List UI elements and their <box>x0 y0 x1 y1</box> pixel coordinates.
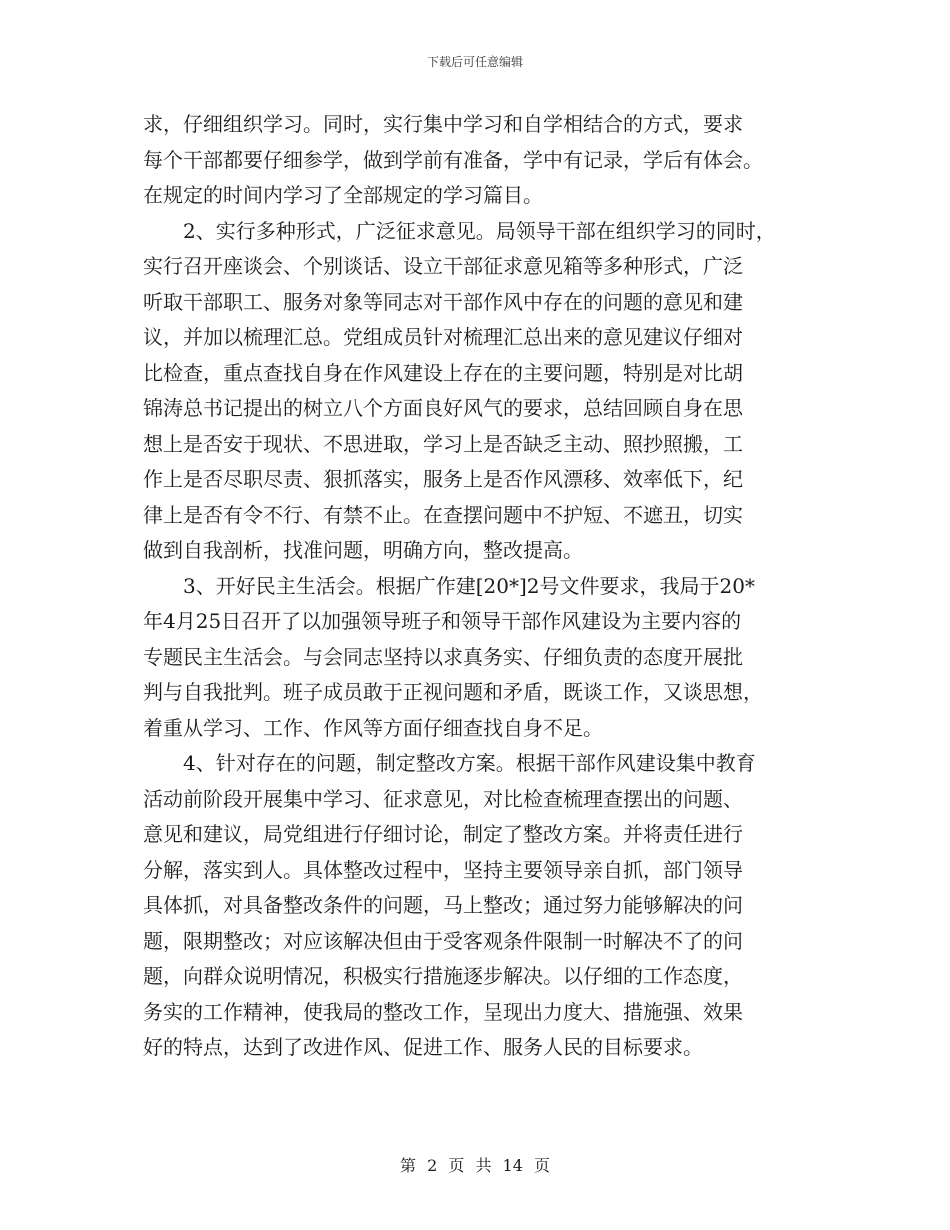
text-line: 2、实行多种形式，广泛征求意见。局领导干部在组织学习的同时， <box>183 218 776 243</box>
page-footer: 第 2 页 共 14 页 <box>400 1156 550 1175</box>
text-line: 锦涛总书记提出的树立八个方面良好风气的要求，总结回顾自身在思 <box>143 396 743 420</box>
text-line: 年4月25日召开了以加强领导班子和领导干部作风建设为主要内容的 <box>143 609 742 633</box>
text-line: 每个干部都要仔细参学，做到学前有准备，学中有记录，学后有体会。 <box>143 147 763 172</box>
text-line: 想上是否安于现状、不思进取，学习上是否缺乏主动、照抄照搬，工 <box>143 431 743 456</box>
text-line: 题，向群众说明情况，积极实行措施逐步解决。以仔细的工作态度， <box>143 964 743 988</box>
document-body <box>143 107 813 1066</box>
text-line: 作上是否尽职尽责、狠抓落实，服务上是否作风漂移、效率低下，纪 <box>143 467 743 491</box>
text-line: 专题民主生活会。与会同志坚持以求真务实、仔细负责的态度开展批 <box>143 644 743 669</box>
text-line: 具体抓，对具备整改条件的问题，马上整改；通过努力能够解决的问 <box>143 893 743 917</box>
text-line: 务实的工作精神，使我局的整改工作，呈现出力度大、措施强、效果 <box>143 999 743 1024</box>
text-line: 活动前阶段开展集中学习、征求意见，对比检查梳理查摆出的问题、 <box>143 786 743 811</box>
text-line: 分解，落实到人。具体整改过程中，坚持主要领导亲自抓，部门领导 <box>143 857 743 882</box>
text-line: 题，限期整改；对应该解决但由于受客观条件限制一时解决不了的问 <box>143 928 743 953</box>
text-line: 做到自我剖析，找准问题，明确方向，整改提高。 <box>143 538 583 562</box>
text-line: 议，并加以梳理汇总。党组成员针对梳理汇总出来的意见建议仔细对 <box>143 325 743 349</box>
text-line: 判与自我批判。班子成员敢于正视问题和矛盾，既谈工作，又谈思想， <box>143 680 763 704</box>
text-line: 3、开好民主生活会。根据广作建[20*]2号文件要求，我局于20* <box>183 573 755 598</box>
text-line: 求，仔细组织学习。同时，实行集中学习和自学相结合的方式，要求 <box>143 112 743 136</box>
text-line: 听取干部职工、服务对象等同志对干部作风中存在的问题的意见和建 <box>143 289 743 314</box>
text-line: 意见和建议，局党组进行仔细讨论，制定了整改方案。并将责任进行 <box>143 822 743 846</box>
text-line: 4、针对存在的问题，制定整改方案。根据干部作风建设集中教育 <box>183 751 756 775</box>
text-line: 在规定的时间内学习了全部规定的学习篇目。 <box>143 183 543 207</box>
text-line: 比检查，重点查找自身在作风建设上存在的主要问题，特别是对比胡 <box>143 360 743 385</box>
text-line: 律上是否有令不行、有禁不止。在查摆问题中不护短、不遮丑，切实 <box>143 502 743 527</box>
text-line: 着重从学习、工作、作风等方面仔细查找自身不足。 <box>143 715 603 740</box>
text-line: 好的特点，达到了改进作风、促进工作、服务人民的目标要求。 <box>143 1035 703 1059</box>
text-line: 实行召开座谈会、个别谈话、设立干部征求意见箱等多种形式，广泛 <box>143 254 743 278</box>
page-header: 下载后可任意编辑 <box>426 55 523 69</box>
